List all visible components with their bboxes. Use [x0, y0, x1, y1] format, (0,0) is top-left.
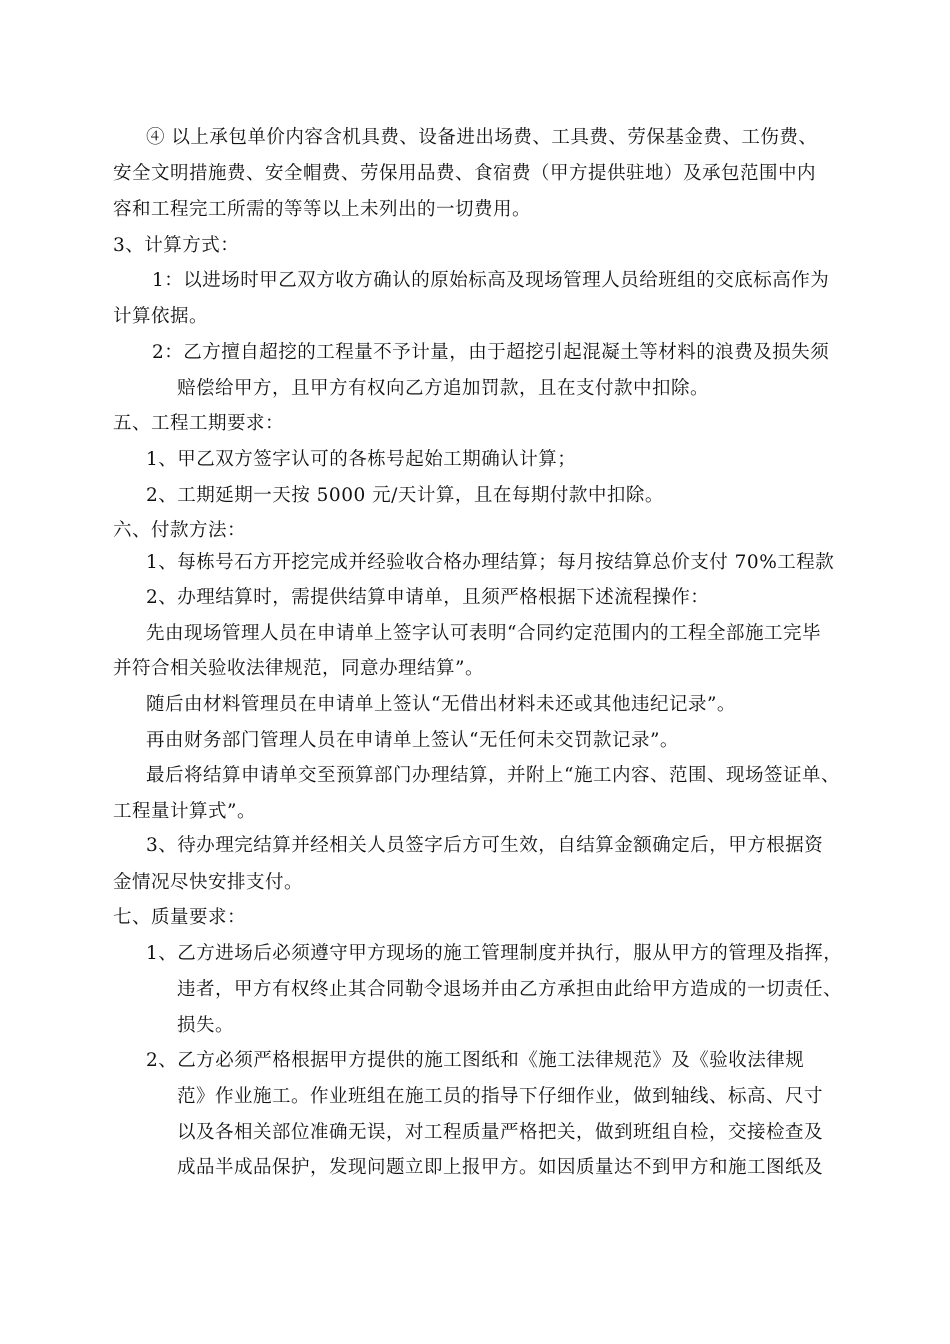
text-line: 再由财务部门管理人员在申请单上签认“无任何未交罚款记录”。 — [146, 730, 679, 751]
text-line: 计算依据。 — [113, 306, 209, 327]
text-line: 范》作业施工。作业班组在施工员的指导下仔细作业，做到轴线、标高、尺寸 — [177, 1086, 824, 1107]
text-line: 安全文明措施费、安全帽费、劳保用品费、食宿费（甲方提供驻地）及承包范围中内 — [113, 163, 817, 184]
text-line: 先由现场管理人员在申请单上签字认可表明“合同约定范围内的工程全部施工完毕 — [146, 623, 821, 644]
text-line: 并符合相关验收法律规范，同意办理结算”。 — [113, 658, 484, 679]
text-line: 1：以进场时甲乙双方收方确认的原始标高及现场管理人员给班组的交底标高作为 — [152, 270, 830, 291]
section-heading: 六、付款方法： — [113, 520, 247, 541]
text-line: 1、乙方进场后必须遵守甲方现场的施工管理制度并执行，服从甲方的管理及指挥， — [146, 943, 843, 964]
text-line: 赔偿给甲方，且甲方有权向乙方追加罚款，且在支付款中扣除。 — [177, 378, 710, 399]
text-line: 随后由材料管理员在申请单上签认“无借出材料未还或其他违纪记录”。 — [146, 694, 736, 715]
text-line: 2、工期延期一天按 5000 元/天计算，且在每期付款中扣除。 — [146, 485, 664, 506]
text-line: 工程量计算式”。 — [113, 801, 256, 822]
text-line: 2：乙方擅自超挖的工程量不予计量，由于超挖引起混凝土等材料的浪费及损失须 — [152, 342, 830, 363]
text-line: 3、待办理完结算并经相关人员签字后方可生效，自结算金额确定后，甲方根据资 — [146, 835, 824, 856]
text-line: 2、办理结算时，需提供结算申请单，且须严格根据下述流程操作： — [146, 587, 710, 608]
section-heading: 七、质量要求： — [113, 907, 247, 928]
text-line: 1、甲乙双方签字认可的各栋号起始工期确认计算； — [146, 449, 577, 470]
text-line: 1、每栋号石方开挖完成并经验收合格办理结算；每月按结算总价支付 70%工程款 — [146, 552, 835, 573]
text-line: 损失。 — [177, 1015, 235, 1036]
text-line: 违者，甲方有权终止其合同勒令退场并由乙方承担由此给甲方造成的一切责任、 — [177, 979, 843, 1000]
text-line: 2、乙方必须严格根据甲方提供的施工图纸和《施工法律规范》及《验收法律规 — [146, 1050, 805, 1071]
text-line: ④ 以上承包单价内容含机具费、设备进出场费、工具费、劳保基金费、工伤费、 — [146, 127, 818, 148]
text-line: 最后将结算申请单交至预算部门办理结算，并附上“施工内容、范围、现场签证单、 — [146, 765, 840, 786]
text-line: 以及各相关部位准确无误，对工程质量严格把关，做到班组自检，交接检查及 — [177, 1122, 824, 1143]
section-heading: 3、计算方式： — [113, 235, 240, 256]
text-line: 金情况尽快安排支付。 — [113, 872, 304, 893]
text-line: 成品半成品保护，发现问题立即上报甲方。如因质量达不到甲方和施工图纸及 — [177, 1157, 824, 1178]
section-heading: 五、工程工期要求： — [113, 413, 285, 434]
text-line: 容和工程完工所需的等等以上未列出的一切费用。 — [113, 199, 532, 220]
